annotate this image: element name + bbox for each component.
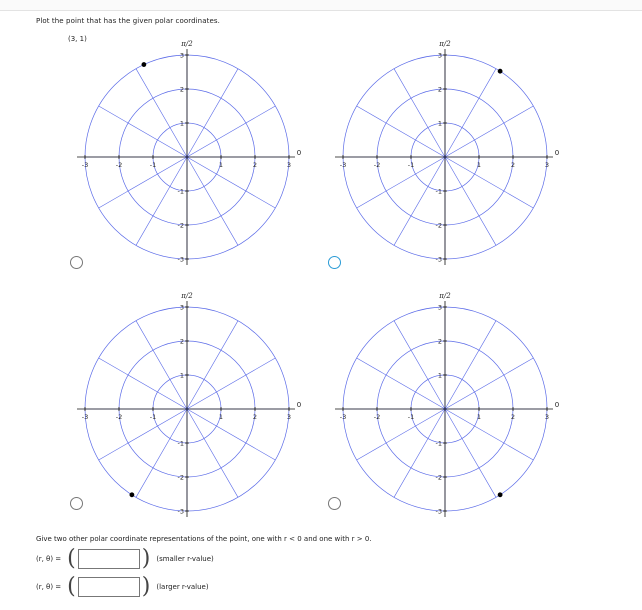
larger-r-input[interactable]	[78, 577, 140, 597]
radial-grid-line	[394, 321, 445, 409]
option-b-radio[interactable]	[328, 256, 341, 269]
x-tick-label: 3	[286, 161, 292, 169]
radial-grid-line	[394, 409, 445, 497]
x-tick-label: -2	[373, 161, 381, 169]
x-tick-label: -2	[115, 413, 123, 421]
angle-label-pi-over-2: π/2	[439, 292, 451, 300]
angle-label-pi-over-2: π/2	[181, 40, 193, 48]
x-tick-label: -1	[149, 161, 157, 169]
x-tick-label: 1	[476, 413, 482, 421]
x-tick-label: -3	[339, 413, 347, 421]
close-paren: )	[141, 546, 151, 571]
y-tick-label: 3	[179, 51, 184, 60]
polar-plot-d	[338, 292, 560, 516]
y-tick-label: -3	[435, 255, 442, 264]
y-tick-label: -2	[435, 473, 442, 482]
question-text: Give two other polar coordinate representations of the point, one with r < 0 and one with r > 0.	[36, 535, 372, 543]
y-tick-label: 2	[179, 337, 184, 346]
y-tick-label: -3	[177, 255, 184, 264]
plotted-point	[498, 492, 503, 497]
y-tick-label: -1	[177, 439, 184, 448]
answer-label: (r, θ) =	[36, 583, 62, 591]
y-tick-label: -2	[177, 221, 184, 230]
option-d-radio[interactable]	[328, 497, 341, 510]
top-divider	[0, 0, 642, 11]
y-tick-label: 2	[437, 337, 442, 346]
instruction-text: Plot the point that has the given polar coordinates.	[36, 17, 220, 25]
plotted-point	[498, 69, 503, 74]
radial-grid-line	[99, 106, 187, 157]
x-tick-label: 1	[218, 161, 224, 169]
y-tick-label: -1	[177, 187, 184, 196]
y-tick-label: 1	[437, 371, 442, 380]
x-tick-label: 2	[510, 161, 516, 169]
y-tick-label: 3	[179, 303, 184, 312]
angle-label-zero: 0	[296, 149, 302, 157]
larger-r-hint: (larger r-value)	[156, 583, 209, 591]
radial-grid-line	[187, 409, 275, 460]
y-tick-label: 1	[437, 119, 442, 128]
radial-grid-line	[99, 358, 187, 409]
x-tick-label: 3	[544, 161, 550, 169]
radial-grid-line	[357, 106, 445, 157]
radial-grid-line	[99, 409, 187, 460]
y-tick-label: 3	[437, 303, 442, 312]
x-tick-label: -1	[407, 413, 415, 421]
polar-grid-svg	[338, 40, 560, 264]
x-tick-label: 3	[544, 413, 550, 421]
radial-grid-line	[357, 358, 445, 409]
close-paren: )	[141, 574, 151, 599]
y-tick-label: -3	[435, 507, 442, 516]
plotted-point	[129, 492, 134, 497]
y-tick-label: 2	[437, 85, 442, 94]
polar-grid-svg	[80, 292, 302, 516]
radial-grid-line	[445, 321, 496, 409]
radial-grid-line	[394, 157, 445, 245]
x-tick-label: -1	[407, 161, 415, 169]
polar-plot-c	[80, 292, 302, 516]
x-tick-label: -3	[81, 161, 89, 169]
x-tick-label: 1	[218, 413, 224, 421]
y-tick-label: 1	[179, 371, 184, 380]
x-tick-label: 1	[476, 161, 482, 169]
radial-grid-line	[99, 157, 187, 208]
x-tick-label: -3	[81, 413, 89, 421]
smaller-r-input[interactable]	[78, 549, 140, 569]
radial-grid-line	[187, 106, 275, 157]
angle-label-pi-over-2: π/2	[181, 292, 193, 300]
plotted-point	[141, 62, 146, 67]
given-coordinates: (3, 1)	[68, 35, 87, 43]
x-tick-label: -3	[339, 161, 347, 169]
radial-grid-line	[136, 321, 187, 409]
polar-grid-svg	[338, 292, 560, 516]
y-tick-label: -3	[177, 507, 184, 516]
radial-grid-line	[445, 409, 533, 460]
angle-label-pi-over-2: π/2	[439, 40, 451, 48]
y-tick-label: -1	[435, 439, 442, 448]
radial-grid-line	[445, 358, 533, 409]
radial-grid-line	[357, 157, 445, 208]
open-paren: (	[67, 546, 76, 571]
radial-grid-line	[445, 409, 496, 497]
radial-grid-line	[136, 409, 187, 497]
angle-label-zero: 0	[554, 149, 560, 157]
radial-grid-line	[445, 69, 496, 157]
radial-grid-line	[187, 358, 275, 409]
answer-row-larger	[36, 575, 209, 599]
radial-grid-line	[136, 157, 187, 245]
y-tick-label: -2	[435, 221, 442, 230]
radial-grid-line	[187, 157, 238, 245]
polar-grid-svg	[80, 40, 302, 264]
x-tick-label: 3	[286, 413, 292, 421]
radial-grid-line	[394, 69, 445, 157]
x-tick-label: -2	[373, 413, 381, 421]
x-tick-label: 2	[510, 413, 516, 421]
radial-grid-line	[445, 157, 533, 208]
radial-grid-line	[136, 69, 187, 157]
radial-grid-line	[445, 106, 533, 157]
option-c-radio[interactable]	[70, 497, 83, 510]
y-tick-label: 2	[179, 85, 184, 94]
radial-grid-line	[187, 157, 275, 208]
y-tick-label: 1	[179, 119, 184, 128]
option-a-radio[interactable]	[70, 256, 83, 269]
open-paren: (	[67, 574, 76, 599]
y-tick-label: -1	[435, 187, 442, 196]
angle-label-zero: 0	[296, 401, 302, 409]
x-tick-label: 2	[252, 161, 258, 169]
x-tick-label: -2	[115, 161, 123, 169]
radial-grid-line	[187, 69, 238, 157]
radial-grid-line	[187, 321, 238, 409]
answer-label: (r, θ) =	[36, 555, 62, 563]
y-tick-label: 3	[437, 51, 442, 60]
polar-plot-b	[338, 40, 560, 264]
answer-row-smaller	[36, 547, 214, 571]
angle-label-zero: 0	[554, 401, 560, 409]
radial-grid-line	[357, 409, 445, 460]
smaller-r-hint: (smaller r-value)	[156, 555, 214, 563]
radial-grid-line	[445, 157, 496, 245]
polar-plot-a	[80, 40, 302, 264]
x-tick-label: 2	[252, 413, 258, 421]
radial-grid-line	[187, 409, 238, 497]
x-tick-label: -1	[149, 413, 157, 421]
y-tick-label: -2	[177, 473, 184, 482]
